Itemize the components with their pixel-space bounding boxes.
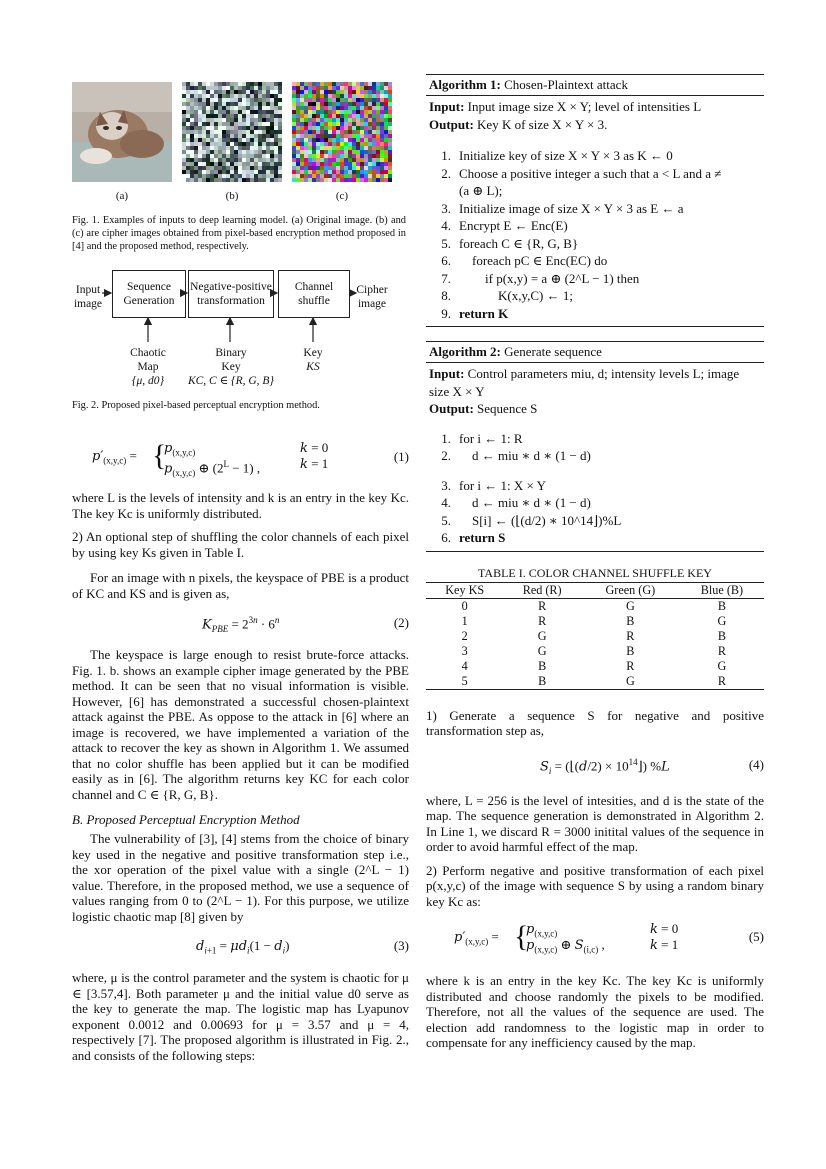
binary-key-detail: KC, C ∈ {R, G, B} xyxy=(187,375,275,387)
table-1 xyxy=(426,566,764,690)
table-cell: R xyxy=(717,643,726,658)
algorithm-2-step xyxy=(426,465,764,477)
left-column xyxy=(72,440,409,1063)
algorithm-2-step: 3. for i ← 1: X × Y xyxy=(441,477,547,493)
table-cell: G xyxy=(625,673,635,688)
table-row xyxy=(426,659,764,674)
algorithm-1-steps xyxy=(426,133,764,326)
figure-1-label-c: (c) xyxy=(335,190,349,202)
equation-4 xyxy=(426,745,764,789)
table-row xyxy=(426,674,764,690)
binary-key-label xyxy=(186,346,276,388)
table-header-cell: Green (G) xyxy=(605,582,656,597)
chaotic-map-params: {μ, d0} xyxy=(131,375,165,387)
algorithm-1-step: 4. Encrypt E ← Enc(E) xyxy=(441,218,568,233)
paragraph-proposed-method: The vulnerability of [3], [4] stems from the choice of binary key used in the negative and positive transformation step i.e., the xor operation of the pixel value with a single (2^L − 1) value. Therefore, in the proposed method, we use a sequence of values ranging from 0 to (2^L − 1). For this purpose, we utilize logistic chaotic map [8] given by xyxy=(72,831,409,924)
algorithm-1-step: 7. if p(x,y) = a ⊕ (2^L − 1) then xyxy=(441,270,640,286)
right-column xyxy=(426,74,764,1051)
algorithm-1-title: Algorithm 1: Chosen-Plaintext attack xyxy=(426,75,764,96)
table-header-cell: Red (R) xyxy=(522,582,562,597)
equation-5: $p'_{(x,y,c)}$ = { $p_{(x,y,c)}$ $p_{(x,y,c)}$ ⊕ $S_{(i,c)}$ , k = 0 k = 1 (5) xyxy=(454,920,764,955)
equation-1-number: (1) xyxy=(393,449,409,464)
equation-3-body: $d_{i+1} = \mu d_i(1 - d_i)$ xyxy=(196,938,290,956)
figure-1-label-a: (a) xyxy=(115,190,129,202)
figure-1-caption: Fig. 1. Examples of inputs to deep learning model. (a) Original image. (b) and (c) are cipher images obtained from pixel-based encryption method proposed in [4] and the proposed method, respectively. xyxy=(72,215,406,252)
paragraph-key-randomness: where k is an entry in the key Kc. The key Kc is uniformly distributed and choose randomly the pixels to be modified. Therefore, not all the values of the sequence are used. The election add randomness to the logistic map in order to compensate for any inefficiency caused by the map. xyxy=(426,973,764,1050)
algorithm-1-step: 3. Initialize image of size X × Y × 3 as E ← a xyxy=(441,200,684,216)
chaotic-map-label xyxy=(118,346,178,388)
table-1-title: TABLE I. COLOR CHANNEL SHUFFLE KEY xyxy=(478,565,712,580)
table-cell: G xyxy=(717,658,727,673)
algorithm-1-step: 1. Initialize key of size X × Y × 3 as K ← 0 xyxy=(441,148,673,163)
algorithm-2-title: Algorithm 2: Generate sequence xyxy=(426,342,764,363)
paragraph-transformation-step: 2) Perform negative and positive transformation of each pixel p(x,y,c) of the image with sequence S by using a random binary key Kc as: xyxy=(426,862,764,909)
algorithm-2-step: 2. d ← miu ∗ d ∗ (1 − d) xyxy=(441,448,591,463)
algorithm-2-step: 4. d ← miu ∗ d ∗ (1 − d) xyxy=(441,495,591,510)
table-cell: G xyxy=(537,628,547,643)
algorithm-1 xyxy=(426,74,764,327)
section-heading-b: B. Proposed Perceptual Encryption Method xyxy=(72,812,300,827)
equation-2-body: $K_{PBE} = 2^{3n} \cdot 6^n$ xyxy=(202,615,280,634)
equation-1: $p'_{(x,y,c)}$ = { $p_{(x,y,c)}$ $p_{(x,y,c)}$ ⊕ $(2^L - 1)$ , k = 0 k = 1 (1) xyxy=(92,439,409,478)
algorithm-2-output: Output: Sequence S xyxy=(429,401,538,416)
algorithm-2-steps xyxy=(426,418,764,551)
figure-2-caption: Fig. 2. Proposed pixel-based perceptual encryption method. xyxy=(72,400,320,411)
table-cell: B xyxy=(626,643,635,658)
table-row xyxy=(426,598,764,614)
paragraph-shuffle-step: 2) An optional step of shuffling the color channels of each pixel by using key Ks given in Table I. xyxy=(72,529,409,560)
table-cell: B xyxy=(626,613,635,628)
table-row xyxy=(426,644,764,659)
table-cell: 5 xyxy=(461,673,468,688)
paragraph-logistic-map: where, μ is the control parameter and the system is chaotic for μ ∈ [3.57,4]. Both parameter μ and the initial value d0 serve as the key to generate the map. The logistic map has Lyapunov exponent 0.0012 and 0.00693 for μ = 3.57 and μ = 4, respectively [7]. The proposed algorithm is illustrated in Fig. 2., and consists of the following steps: xyxy=(72,970,409,1063)
table-cell: 3 xyxy=(461,643,468,658)
paragraph-keyspace-intro: For an image with n pixels, the keyspace of PBE is a product of KC and KS and is given as, xyxy=(72,570,409,601)
negative-positive-transformation-block: Negative-positive transformation xyxy=(188,270,274,318)
table-cell: B xyxy=(717,598,726,613)
table-cell: G xyxy=(625,598,635,613)
table-cell: 2 xyxy=(461,628,468,643)
table-header-cell: Blue (B) xyxy=(700,582,744,597)
cipher-image-prior-method xyxy=(182,82,282,182)
algorithm-2 xyxy=(426,341,764,552)
figure-1-label-b: (b) xyxy=(225,190,239,202)
shuffle-key-symbol: KS xyxy=(306,361,320,373)
algorithm-2-step: 5. S[i] ← (⌊(d/2) ∗ 10^14⌋)%L xyxy=(441,512,622,528)
table-cell: 0 xyxy=(461,598,468,613)
equation-4-body: $S_i$ = (⌊(d/2) × $10^{14}⌋$) %L xyxy=(540,756,670,776)
paragraph-sequence-step: 1) Generate a sequence S for negative and positive transformation step as, xyxy=(426,707,764,738)
table-cell: R xyxy=(626,658,635,673)
table-header-cell: Key KS xyxy=(445,582,485,597)
algorithm-1-step: 5. foreach C ∈ {R, G, B} xyxy=(441,235,579,251)
table-cell: R xyxy=(717,673,726,688)
table-cell: R xyxy=(538,598,547,613)
table-cell: B xyxy=(538,658,547,673)
table-cell: B xyxy=(538,673,547,688)
original-cat-image xyxy=(72,82,172,182)
table-row xyxy=(426,614,764,629)
algorithm-1-output: Output: Key K of size X × Y × 3. xyxy=(429,116,608,132)
algorithm-1-step: 8. K(x,y,C) ← 1; xyxy=(441,288,573,303)
channel-shuffle-block: Channel shuffle xyxy=(278,270,350,318)
table-cell: R xyxy=(538,613,547,628)
paragraph-intensity-definition: where L is the levels of intensity and k is an entry in the key Kc. The key Kc is uniformly distributed. xyxy=(72,490,409,521)
table-cell: G xyxy=(717,613,727,628)
diagram-input-label: Input image xyxy=(73,284,103,310)
table-cell: 4 xyxy=(461,658,468,673)
table-header-row xyxy=(426,582,764,598)
diagram-arrows xyxy=(60,260,400,350)
equation-4-number: (4) xyxy=(748,756,764,772)
equation-3 xyxy=(72,928,409,964)
algorithm-1-step: 9. return K xyxy=(441,305,509,321)
equation-3-number: (3) xyxy=(393,938,409,953)
shuffle-key-label xyxy=(293,346,333,374)
cipher-image-proposed-method xyxy=(292,82,392,182)
algorithm-1-input: Input: Input image size X × Y; level of intensities L xyxy=(429,99,702,114)
algorithm-1-step: 6. foreach pC ∈ Enc(EC) do xyxy=(441,253,608,268)
algorithm-2-step: 1. for i ← 1: R xyxy=(441,430,523,446)
algorithm-1-step: (a ⊕ L); xyxy=(459,183,503,198)
paragraph-attack-description: The keyspace is large enough to resist brute-force attacks. Fig. 1. b. shows an example cipher image generated by the PBE method. It can be seen that no visual information is visible. However, [6] has demonstrated a successful chosen-plaintext attack against the PBE. As oppose to the attack in [6] where an image is recovered, we have implemented a variation of the attack to recover the key as shown in Algorithm 1. We assumed that no color shuffle has been applied but it can be modified easily as in [6]. The algorithm returns key KC for each color channel and C ∈ {R, G, B}. xyxy=(72,647,409,802)
diagram-output-label: Cipher image xyxy=(356,284,388,310)
algorithm-1-step: 2. Choose a positive integer a such that a < L and a ≠ xyxy=(441,165,722,181)
equation-2 xyxy=(72,605,409,641)
equation-2-number: (2) xyxy=(393,615,409,630)
table-cell: 1 xyxy=(461,613,468,628)
sequence-generation-block: Sequence Generation xyxy=(112,270,186,318)
table-cell: R xyxy=(626,628,635,643)
table-cell: G xyxy=(537,643,547,658)
chaotic-map-title: Chaotic Map xyxy=(130,347,166,373)
table-cell: B xyxy=(717,628,726,643)
paragraph-sequence-details: where, L = 256 is the level of intesities, and d is the state of the map. The sequence generation is demonstrated in Algorithm 2. In Line 1, we discard R = 3000 initital values of the sequence in order to avoid harmful effect of the map. xyxy=(426,792,764,854)
algorithm-2-step: 6. return S xyxy=(441,530,506,545)
algorithm-2-input: Input: Control parameters miu, d; intensity levels L; image size X × Y xyxy=(429,366,740,399)
binary-key-title: Binary Key xyxy=(215,347,247,373)
shuffle-key-title: Key xyxy=(303,347,323,359)
color-channel-shuffle-table xyxy=(426,582,764,690)
table-row xyxy=(426,629,764,644)
equation-5-number: (5) xyxy=(748,929,764,944)
